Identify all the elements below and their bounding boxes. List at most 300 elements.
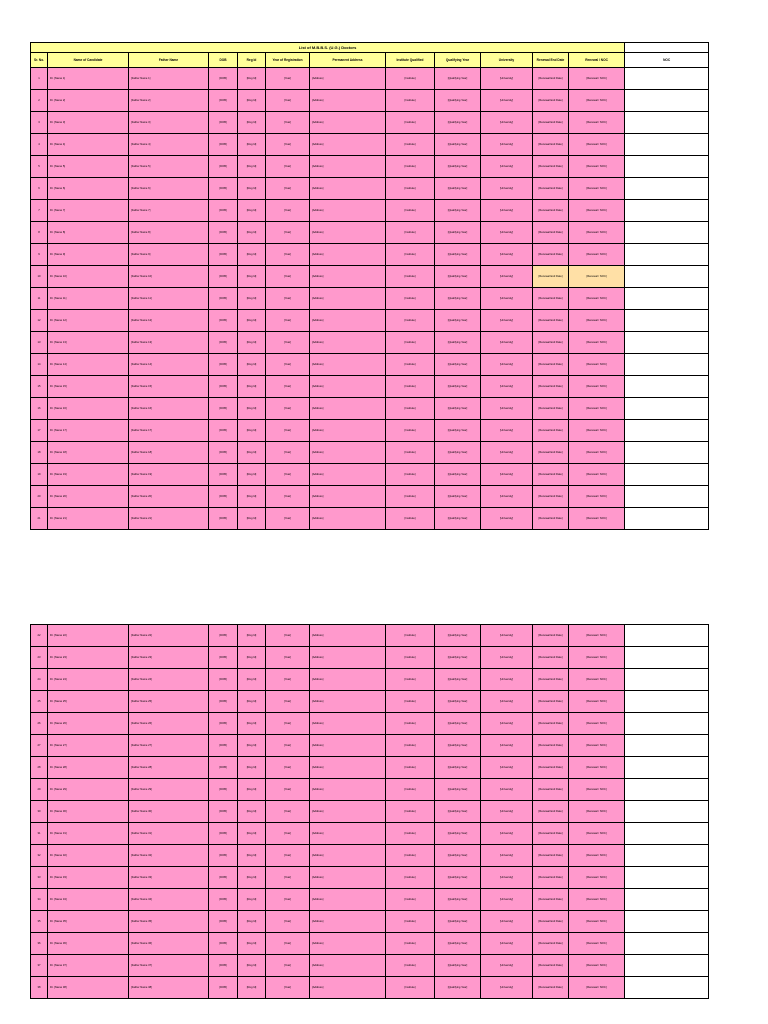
table-row xyxy=(31,867,709,889)
cell-permanent-address: [Address] xyxy=(310,735,386,757)
cell-renewal-end-date: [Renewal End Date] xyxy=(533,823,569,845)
col-header-sr-no: Sr. No. xyxy=(31,53,48,68)
cell-renewal-end-date: [Renewal End Date] xyxy=(533,757,569,779)
cell-renewal-end-date: [Renewal End Date] xyxy=(533,977,569,999)
cell-father-name: [Father Name 2] xyxy=(129,90,209,112)
cell-year-of-registration: [Year] xyxy=(266,112,310,134)
table-row xyxy=(31,779,709,801)
cell-reg-id: [Reg Id] xyxy=(238,486,266,508)
col-header-name: Name of Candidate xyxy=(48,53,129,68)
cell-noc xyxy=(625,398,709,420)
cell-renewal-noc: [Renewal / NOC] xyxy=(569,801,625,823)
cell-father-name: [Father Name 38] xyxy=(129,977,209,999)
cell-sr-no: 19 xyxy=(31,464,48,486)
cell-dob: [DOB] xyxy=(209,156,238,178)
cell-qualifying-year: [Qualifying Year] xyxy=(435,222,481,244)
cell-year-of-registration: [Year] xyxy=(266,310,310,332)
cell-sr-no: 3 xyxy=(31,112,48,134)
cell-university: [University] xyxy=(481,442,533,464)
cell-reg-id: [Reg Id] xyxy=(238,90,266,112)
cell-noc xyxy=(625,288,709,310)
table-row xyxy=(31,757,709,779)
cell-noc xyxy=(625,691,709,713)
cell-reg-id: [Reg Id] xyxy=(238,625,266,647)
cell-father-name: [Father Name 37] xyxy=(129,955,209,977)
cell-renewal-noc: [Renewal / NOC] xyxy=(569,134,625,156)
cell-father-name: [Father Name 4] xyxy=(129,134,209,156)
col-header-qualifying-year: Qualifying Year xyxy=(435,53,481,68)
cell-institute: [Institute] xyxy=(386,713,435,735)
cell-permanent-address: [Address] xyxy=(310,713,386,735)
cell-permanent-address: [Address] xyxy=(310,90,386,112)
cell-father-name: [Father Name 20] xyxy=(129,486,209,508)
cell-sr-no: 2 xyxy=(31,90,48,112)
cell-father-name: [Father Name 1] xyxy=(129,68,209,90)
cell-permanent-address: [Address] xyxy=(310,508,386,530)
cell-dob: [DOB] xyxy=(209,376,238,398)
cell-year-of-registration: [Year] xyxy=(266,134,310,156)
cell-qualifying-year: [Qualifying Year] xyxy=(435,779,481,801)
cell-permanent-address: [Address] xyxy=(310,442,386,464)
cell-reg-id: [Reg Id] xyxy=(238,442,266,464)
cell-name: Dr. [Name 25] xyxy=(48,691,129,713)
cell-qualifying-year: [Qualifying Year] xyxy=(435,420,481,442)
cell-name: Dr. [Name 31] xyxy=(48,823,129,845)
cell-institute: [Institute] xyxy=(386,911,435,933)
cell-year-of-registration: [Year] xyxy=(266,823,310,845)
cell-renewal-noc: [Renewal / NOC] xyxy=(569,757,625,779)
cell-reg-id: [Reg Id] xyxy=(238,464,266,486)
cell-renewal-end-date: [Renewal End Date] xyxy=(533,266,569,288)
cell-father-name: [Father Name 31] xyxy=(129,823,209,845)
cell-reg-id: [Reg Id] xyxy=(238,691,266,713)
cell-year-of-registration: [Year] xyxy=(266,508,310,530)
cell-renewal-noc: [Renewal / NOC] xyxy=(569,332,625,354)
cell-noc xyxy=(625,464,709,486)
cell-institute: [Institute] xyxy=(386,90,435,112)
cell-year-of-registration: [Year] xyxy=(266,625,310,647)
cell-sr-no: 8 xyxy=(31,222,48,244)
cell-name: Dr. [Name 33] xyxy=(48,867,129,889)
cell-permanent-address: [Address] xyxy=(310,911,386,933)
cell-permanent-address: [Address] xyxy=(310,933,386,955)
cell-reg-id: [Reg Id] xyxy=(238,354,266,376)
cell-name: Dr. [Name 30] xyxy=(48,801,129,823)
table-body-page-1 xyxy=(31,68,709,530)
cell-qualifying-year: [Qualifying Year] xyxy=(435,398,481,420)
cell-university: [University] xyxy=(481,486,533,508)
cell-renewal-end-date: [Renewal End Date] xyxy=(533,486,569,508)
cell-permanent-address: [Address] xyxy=(310,376,386,398)
cell-renewal-noc: [Renewal / NOC] xyxy=(569,867,625,889)
cell-sr-no: 35 xyxy=(31,911,48,933)
cell-institute: [Institute] xyxy=(386,266,435,288)
cell-renewal-noc: [Renewal / NOC] xyxy=(569,508,625,530)
cell-reg-id: [Reg Id] xyxy=(238,200,266,222)
cell-noc xyxy=(625,442,709,464)
cell-noc xyxy=(625,867,709,889)
col-header-permanent-address: Permanent Address xyxy=(310,53,386,68)
table-row xyxy=(31,178,709,200)
cell-renewal-end-date: [Renewal End Date] xyxy=(533,354,569,376)
cell-name: Dr. [Name 37] xyxy=(48,955,129,977)
cell-qualifying-year: [Qualifying Year] xyxy=(435,977,481,999)
cell-dob: [DOB] xyxy=(209,398,238,420)
cell-qualifying-year: [Qualifying Year] xyxy=(435,134,481,156)
cell-university: [University] xyxy=(481,200,533,222)
cell-institute: [Institute] xyxy=(386,801,435,823)
cell-institute: [Institute] xyxy=(386,420,435,442)
cell-reg-id: [Reg Id] xyxy=(238,647,266,669)
table-row xyxy=(31,68,709,90)
cell-permanent-address: [Address] xyxy=(310,134,386,156)
cell-name: Dr. [Name 10] xyxy=(48,266,129,288)
cell-dob: [DOB] xyxy=(209,508,238,530)
cell-permanent-address: [Address] xyxy=(310,757,386,779)
col-header-renewal-noc: Renewal / NOC xyxy=(569,53,625,68)
cell-renewal-noc: [Renewal / NOC] xyxy=(569,625,625,647)
cell-name: Dr. [Name 32] xyxy=(48,845,129,867)
cell-sr-no: 24 xyxy=(31,669,48,691)
cell-university: [University] xyxy=(481,420,533,442)
cell-renewal-end-date: [Renewal End Date] xyxy=(533,713,569,735)
cell-permanent-address: [Address] xyxy=(310,486,386,508)
cell-institute: [Institute] xyxy=(386,647,435,669)
cell-institute: [Institute] xyxy=(386,486,435,508)
cell-noc xyxy=(625,266,709,288)
cell-qualifying-year: [Qualifying Year] xyxy=(435,691,481,713)
cell-sr-no: 16 xyxy=(31,398,48,420)
cell-permanent-address: [Address] xyxy=(310,288,386,310)
cell-year-of-registration: [Year] xyxy=(266,486,310,508)
cell-university: [University] xyxy=(481,757,533,779)
cell-reg-id: [Reg Id] xyxy=(238,310,266,332)
cell-father-name: [Father Name 14] xyxy=(129,354,209,376)
cell-year-of-registration: [Year] xyxy=(266,178,310,200)
cell-renewal-end-date: [Renewal End Date] xyxy=(533,112,569,134)
cell-name: Dr. [Name 1] xyxy=(48,68,129,90)
cell-reg-id: [Reg Id] xyxy=(238,955,266,977)
cell-name: Dr. [Name 21] xyxy=(48,508,129,530)
cell-institute: [Institute] xyxy=(386,691,435,713)
cell-year-of-registration: [Year] xyxy=(266,757,310,779)
cell-institute: [Institute] xyxy=(386,112,435,134)
cell-qualifying-year: [Qualifying Year] xyxy=(435,266,481,288)
cell-sr-no: 32 xyxy=(31,845,48,867)
cell-reg-id: [Reg Id] xyxy=(238,222,266,244)
cell-renewal-noc: [Renewal / NOC] xyxy=(569,420,625,442)
cell-university: [University] xyxy=(481,801,533,823)
cell-permanent-address: [Address] xyxy=(310,889,386,911)
cell-father-name: [Father Name 3] xyxy=(129,112,209,134)
cell-sr-no: 21 xyxy=(31,508,48,530)
cell-name: Dr. [Name 12] xyxy=(48,310,129,332)
cell-qualifying-year: [Qualifying Year] xyxy=(435,647,481,669)
cell-reg-id: [Reg Id] xyxy=(238,977,266,999)
cell-sr-no: 4 xyxy=(31,134,48,156)
cell-university: [University] xyxy=(481,244,533,266)
cell-year-of-registration: [Year] xyxy=(266,911,310,933)
cell-name: Dr. [Name 16] xyxy=(48,398,129,420)
cell-reg-id: [Reg Id] xyxy=(238,112,266,134)
cell-renewal-end-date: [Renewal End Date] xyxy=(533,222,569,244)
cell-institute: [Institute] xyxy=(386,757,435,779)
cell-sr-no: 38 xyxy=(31,977,48,999)
cell-renewal-end-date: [Renewal End Date] xyxy=(533,955,569,977)
cell-university: [University] xyxy=(481,911,533,933)
cell-dob: [DOB] xyxy=(209,647,238,669)
cell-renewal-end-date: [Renewal End Date] xyxy=(533,68,569,90)
cell-name: Dr. [Name 6] xyxy=(48,178,129,200)
cell-university: [University] xyxy=(481,647,533,669)
cell-dob: [DOB] xyxy=(209,332,238,354)
cell-permanent-address: [Address] xyxy=(310,310,386,332)
cell-father-name: [Father Name 9] xyxy=(129,244,209,266)
cell-renewal-end-date: [Renewal End Date] xyxy=(533,310,569,332)
cell-name: Dr. [Name 20] xyxy=(48,486,129,508)
cell-institute: [Institute] xyxy=(386,310,435,332)
cell-institute: [Institute] xyxy=(386,134,435,156)
cell-reg-id: [Reg Id] xyxy=(238,288,266,310)
cell-university: [University] xyxy=(481,222,533,244)
cell-year-of-registration: [Year] xyxy=(266,691,310,713)
cell-university: [University] xyxy=(481,178,533,200)
table-body-page-2 xyxy=(31,625,709,999)
cell-qualifying-year: [Qualifying Year] xyxy=(435,625,481,647)
cell-noc xyxy=(625,420,709,442)
cell-renewal-end-date: [Renewal End Date] xyxy=(533,464,569,486)
cell-sr-no: 37 xyxy=(31,955,48,977)
cell-noc xyxy=(625,200,709,222)
cell-qualifying-year: [Qualifying Year] xyxy=(435,735,481,757)
cell-renewal-end-date: [Renewal End Date] xyxy=(533,134,569,156)
cell-year-of-registration: [Year] xyxy=(266,420,310,442)
cell-university: [University] xyxy=(481,134,533,156)
cell-qualifying-year: [Qualifying Year] xyxy=(435,889,481,911)
cell-qualifying-year: [Qualifying Year] xyxy=(435,845,481,867)
cell-year-of-registration: [Year] xyxy=(266,889,310,911)
cell-qualifying-year: [Qualifying Year] xyxy=(435,310,481,332)
cell-name: Dr. [Name 7] xyxy=(48,200,129,222)
cell-university: [University] xyxy=(481,376,533,398)
cell-university: [University] xyxy=(481,266,533,288)
cell-father-name: [Father Name 23] xyxy=(129,647,209,669)
cell-sr-no: 1 xyxy=(31,68,48,90)
cell-institute: [Institute] xyxy=(386,955,435,977)
cell-name: Dr. [Name 23] xyxy=(48,647,129,669)
cell-dob: [DOB] xyxy=(209,955,238,977)
cell-renewal-noc: [Renewal / NOC] xyxy=(569,779,625,801)
cell-noc xyxy=(625,156,709,178)
table-row xyxy=(31,508,709,530)
cell-qualifying-year: [Qualifying Year] xyxy=(435,244,481,266)
table-row xyxy=(31,420,709,442)
cell-renewal-end-date: [Renewal End Date] xyxy=(533,156,569,178)
table-row xyxy=(31,625,709,647)
cell-renewal-noc: [Renewal / NOC] xyxy=(569,178,625,200)
cell-noc xyxy=(625,845,709,867)
cell-qualifying-year: [Qualifying Year] xyxy=(435,112,481,134)
cell-university: [University] xyxy=(481,68,533,90)
cell-sr-no: 15 xyxy=(31,376,48,398)
cell-year-of-registration: [Year] xyxy=(266,669,310,691)
cell-name: Dr. [Name 29] xyxy=(48,779,129,801)
cell-year-of-registration: [Year] xyxy=(266,713,310,735)
cell-sr-no: 22 xyxy=(31,625,48,647)
cell-sr-no: 18 xyxy=(31,442,48,464)
cell-university: [University] xyxy=(481,156,533,178)
cell-institute: [Institute] xyxy=(386,779,435,801)
cell-renewal-end-date: [Renewal End Date] xyxy=(533,625,569,647)
cell-dob: [DOB] xyxy=(209,288,238,310)
cell-permanent-address: [Address] xyxy=(310,691,386,713)
cell-qualifying-year: [Qualifying Year] xyxy=(435,90,481,112)
cell-noc xyxy=(625,911,709,933)
cell-university: [University] xyxy=(481,288,533,310)
cell-renewal-end-date: [Renewal End Date] xyxy=(533,244,569,266)
cell-permanent-address: [Address] xyxy=(310,178,386,200)
title-row-blank xyxy=(625,43,709,53)
cell-year-of-registration: [Year] xyxy=(266,933,310,955)
cell-sr-no: 30 xyxy=(31,801,48,823)
cell-renewal-end-date: [Renewal End Date] xyxy=(533,398,569,420)
cell-university: [University] xyxy=(481,933,533,955)
cell-renewal-noc: [Renewal / NOC] xyxy=(569,156,625,178)
cell-reg-id: [Reg Id] xyxy=(238,867,266,889)
cell-permanent-address: [Address] xyxy=(310,156,386,178)
table-row xyxy=(31,977,709,999)
cell-permanent-address: [Address] xyxy=(310,647,386,669)
cell-qualifying-year: [Qualifying Year] xyxy=(435,486,481,508)
col-header-university: University xyxy=(481,53,533,68)
table-row xyxy=(31,90,709,112)
cell-renewal-end-date: [Renewal End Date] xyxy=(533,420,569,442)
cell-father-name: [Father Name 19] xyxy=(129,464,209,486)
cell-father-name: [Father Name 28] xyxy=(129,757,209,779)
cell-reg-id: [Reg Id] xyxy=(238,156,266,178)
cell-renewal-noc: [Renewal / NOC] xyxy=(569,266,625,288)
cell-institute: [Institute] xyxy=(386,823,435,845)
cell-name: Dr. [Name 24] xyxy=(48,669,129,691)
cell-sr-no: 29 xyxy=(31,779,48,801)
cell-renewal-noc: [Renewal / NOC] xyxy=(569,845,625,867)
cell-qualifying-year: [Qualifying Year] xyxy=(435,669,481,691)
cell-name: Dr. [Name 28] xyxy=(48,757,129,779)
cell-renewal-noc: [Renewal / NOC] xyxy=(569,68,625,90)
cell-dob: [DOB] xyxy=(209,244,238,266)
cell-noc xyxy=(625,625,709,647)
table-row xyxy=(31,376,709,398)
cell-sr-no: 33 xyxy=(31,867,48,889)
cell-dob: [DOB] xyxy=(209,911,238,933)
cell-name: Dr. [Name 26] xyxy=(48,713,129,735)
cell-qualifying-year: [Qualifying Year] xyxy=(435,200,481,222)
cell-university: [University] xyxy=(481,332,533,354)
cell-reg-id: [Reg Id] xyxy=(238,933,266,955)
cell-university: [University] xyxy=(481,669,533,691)
cell-qualifying-year: [Qualifying Year] xyxy=(435,757,481,779)
cell-father-name: [Father Name 34] xyxy=(129,889,209,911)
cell-renewal-end-date: [Renewal End Date] xyxy=(533,779,569,801)
cell-noc xyxy=(625,955,709,977)
table-row xyxy=(31,222,709,244)
cell-renewal-noc: [Renewal / NOC] xyxy=(569,376,625,398)
table-row xyxy=(31,911,709,933)
cell-name: Dr. [Name 17] xyxy=(48,420,129,442)
cell-reg-id: [Reg Id] xyxy=(238,757,266,779)
cell-permanent-address: [Address] xyxy=(310,779,386,801)
cell-year-of-registration: [Year] xyxy=(266,955,310,977)
cell-noc xyxy=(625,977,709,999)
cell-renewal-noc: [Renewal / NOC] xyxy=(569,200,625,222)
cell-institute: [Institute] xyxy=(386,68,435,90)
title-row xyxy=(31,43,709,53)
cell-father-name: [Father Name 32] xyxy=(129,845,209,867)
table-row xyxy=(31,156,709,178)
cell-qualifying-year: [Qualifying Year] xyxy=(435,464,481,486)
cell-reg-id: [Reg Id] xyxy=(238,669,266,691)
cell-dob: [DOB] xyxy=(209,68,238,90)
cell-dob: [DOB] xyxy=(209,266,238,288)
cell-renewal-noc: [Renewal / NOC] xyxy=(569,955,625,977)
cell-renewal-end-date: [Renewal End Date] xyxy=(533,647,569,669)
table-row xyxy=(31,112,709,134)
cell-dob: [DOB] xyxy=(209,823,238,845)
table-row xyxy=(31,647,709,669)
cell-dob: [DOB] xyxy=(209,735,238,757)
cell-year-of-registration: [Year] xyxy=(266,376,310,398)
cell-name: Dr. [Name 14] xyxy=(48,354,129,376)
cell-university: [University] xyxy=(481,464,533,486)
table-row xyxy=(31,845,709,867)
cell-noc xyxy=(625,244,709,266)
cell-permanent-address: [Address] xyxy=(310,68,386,90)
cell-reg-id: [Reg Id] xyxy=(238,735,266,757)
cell-qualifying-year: [Qualifying Year] xyxy=(435,823,481,845)
cell-reg-id: [Reg Id] xyxy=(238,889,266,911)
cell-renewal-noc: [Renewal / NOC] xyxy=(569,977,625,999)
cell-reg-id: [Reg Id] xyxy=(238,398,266,420)
table-row xyxy=(31,486,709,508)
cell-name: Dr. [Name 3] xyxy=(48,112,129,134)
cell-noc xyxy=(625,889,709,911)
table-row xyxy=(31,801,709,823)
cell-dob: [DOB] xyxy=(209,779,238,801)
cell-father-name: [Father Name 27] xyxy=(129,735,209,757)
cell-father-name: [Father Name 12] xyxy=(129,310,209,332)
cell-noc xyxy=(625,68,709,90)
cell-university: [University] xyxy=(481,977,533,999)
cell-year-of-registration: [Year] xyxy=(266,266,310,288)
cell-dob: [DOB] xyxy=(209,625,238,647)
col-header-dob: DOB xyxy=(209,53,238,68)
cell-renewal-noc: [Renewal / NOC] xyxy=(569,889,625,911)
cell-reg-id: [Reg Id] xyxy=(238,68,266,90)
cell-permanent-address: [Address] xyxy=(310,955,386,977)
cell-sr-no: 20 xyxy=(31,486,48,508)
cell-renewal-end-date: [Renewal End Date] xyxy=(533,735,569,757)
cell-renewal-end-date: [Renewal End Date] xyxy=(533,442,569,464)
cell-institute: [Institute] xyxy=(386,442,435,464)
cell-father-name: [Father Name 18] xyxy=(129,442,209,464)
cell-noc xyxy=(625,713,709,735)
cell-institute: [Institute] xyxy=(386,977,435,999)
cell-university: [University] xyxy=(481,867,533,889)
cell-renewal-end-date: [Renewal End Date] xyxy=(533,867,569,889)
cell-reg-id: [Reg Id] xyxy=(238,713,266,735)
cell-dob: [DOB] xyxy=(209,90,238,112)
cell-dob: [DOB] xyxy=(209,933,238,955)
